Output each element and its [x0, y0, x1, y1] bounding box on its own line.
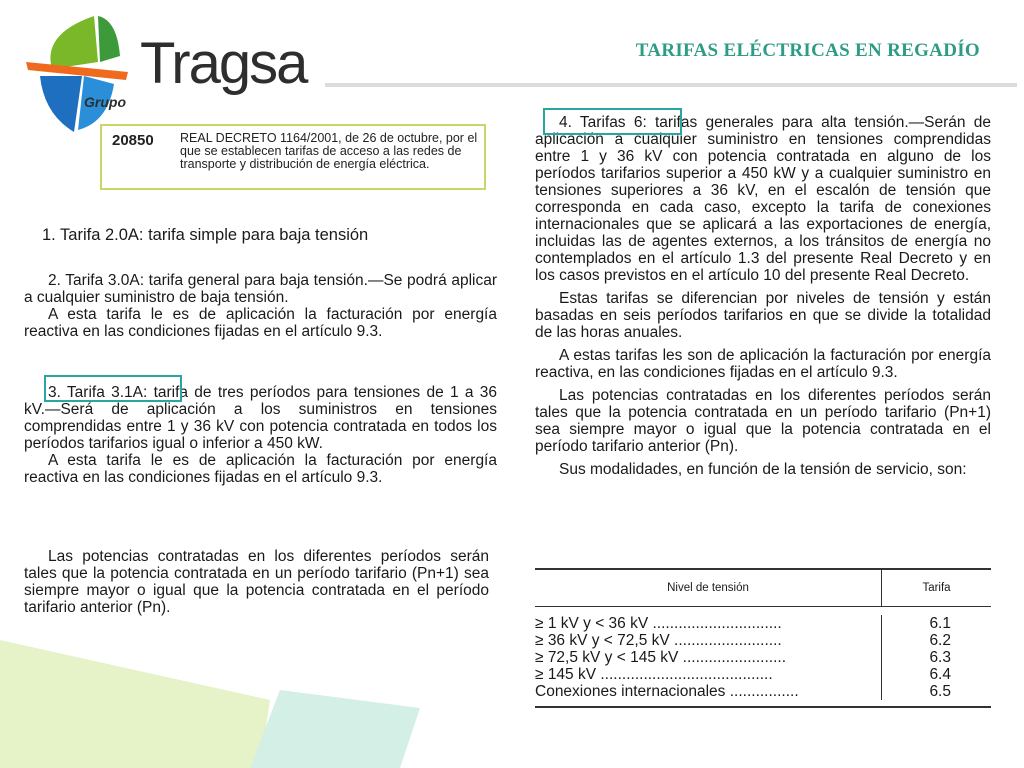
table-cell-level: Conexiones internacionales ................: [535, 683, 799, 700]
table-cell-level: ≥ 72,5 kV y < 145 kV ........................: [535, 649, 787, 666]
tariff-2-text: [24, 272, 497, 340]
logo-group-label: Grupo: [84, 94, 126, 110]
level-column: [535, 615, 882, 700]
tragsa-logo: [22, 14, 307, 134]
table-body: [535, 607, 991, 706]
paragraph: Las potencias contratadas en los diferentes períodos serán tales que la potencia contratada en un período tarifario (Pn+1) sea siempre mayor o igual que la potencia contratada en el período tarifario anterior (Pn).: [24, 548, 489, 616]
decree-header-box: [100, 124, 486, 190]
table-cell-tarifa: 6.1: [929, 615, 951, 632]
table-cell-tarifa: 6.3: [929, 649, 951, 666]
logo-mark-icon: [22, 14, 132, 134]
logo-wordmark: Tragsa: [140, 31, 307, 96]
table-cell-level: ≥ 145 kV ........................................: [535, 666, 773, 683]
highlight-tarifas-6: [543, 108, 682, 135]
table-header: [535, 570, 991, 607]
paragraph: 2. Tarifa 3.0A: tarifa general para baja tensión.—Se podrá aplicar a cualquier suministro de baja tensión.: [24, 272, 497, 306]
tarifa-column: [882, 615, 991, 700]
tariff-1-text: [42, 227, 502, 244]
table-cell-level: ≥ 36 kV y < 72,5 kV .........................: [535, 632, 782, 649]
potencias-text: [24, 548, 489, 616]
paragraph: A estas tarifas les son de aplicación la facturación por energía reactiva, en las condiciones fijadas en el artículo 9.3.: [535, 347, 991, 381]
paragraph: A esta tarifa le es de aplicación la facturación por energía reactiva en las condiciones fijadas en el artículo 9.3.: [24, 306, 497, 340]
paragraph: Sus modalidades, en función de la tensión de servicio, son:: [559, 461, 967, 478]
table-cell-tarifa: 6.2: [929, 632, 951, 649]
decree-title: REAL DECRETO 1164/2001, de 26 de octubre, por el que se establecen tarifas de acceso a las redes de transporte y distribución de energía eléctrica.: [180, 131, 478, 171]
page-title: TARIFAS ELÉCTRICAS EN REGADÍO: [635, 40, 980, 61]
header-tarifa: Tarifa: [922, 582, 951, 594]
paragraph: Estas tarifas se diferencian por niveles de tensión y están basadas en seis períodos tarifarios en que se divide la totalidad de las horas anuales.: [535, 290, 991, 341]
decree-number: 20850: [112, 132, 154, 149]
paragraph: 3. Tarifa 3.1A: tarifa de tres períodos para tensiones de 1 a 36 kV.—Será de aplicación a los suministros en tensiones comprendidas entre 1 y 36 kV con potencia contratada en todos los períodos tarifarios igual o inferior a 450 kW.: [24, 384, 497, 452]
header-nivel-tension: Nivel de tensión: [535, 570, 882, 606]
paragraph: A esta tarifa le es de aplicación la facturación por energía reactiva en las condiciones fijadas en el artículo 9.3.: [24, 452, 497, 486]
table-cell-tarifa: 6.4: [929, 666, 951, 683]
paragraph: 1. Tarifa 2.0A: tarifa simple para baja tensión: [42, 226, 369, 244]
paragraph: 4. Tarifas 6: tarifas generales para alta tensión.—Serán de aplicación a cualquier suministro en tensiones comprendidas entre 1 y 36 kV con potencia contratada en alguno de los períodos tarifarios superior a 450 kW y a cualquier suministro en tensiones superiores a 36 kV, en el escalón de tensión que corresponda en cada caso, excepto la tarifa de conexiones internacionales que se aplicará a las exportaciones de energía, incluidas las de agentes externos, a los tránsitos de energía no contemplados en el artículo 1.3 del presente Real Decreto y en los casos previstos en el artículo 10 del presente Real Decreto.: [535, 114, 991, 284]
table-cell-level: ≥ 1 kV y < 36 kV ..............................: [535, 615, 782, 632]
title-divider: [325, 83, 1017, 87]
highlight-tarifa-3-1a: [44, 375, 182, 402]
paragraph: Las potencias contratadas en los diferentes períodos serán tales que la potencia contratada en un período tarifario (Pn+1) sea siempre mayor o igual que la potencia contratada en el período tarifario anterior (Pn).: [535, 387, 991, 455]
voltage-tariff-table: [535, 568, 991, 708]
table-cell-tarifa: 6.5: [929, 683, 951, 700]
tariff-6-text: [535, 114, 991, 478]
